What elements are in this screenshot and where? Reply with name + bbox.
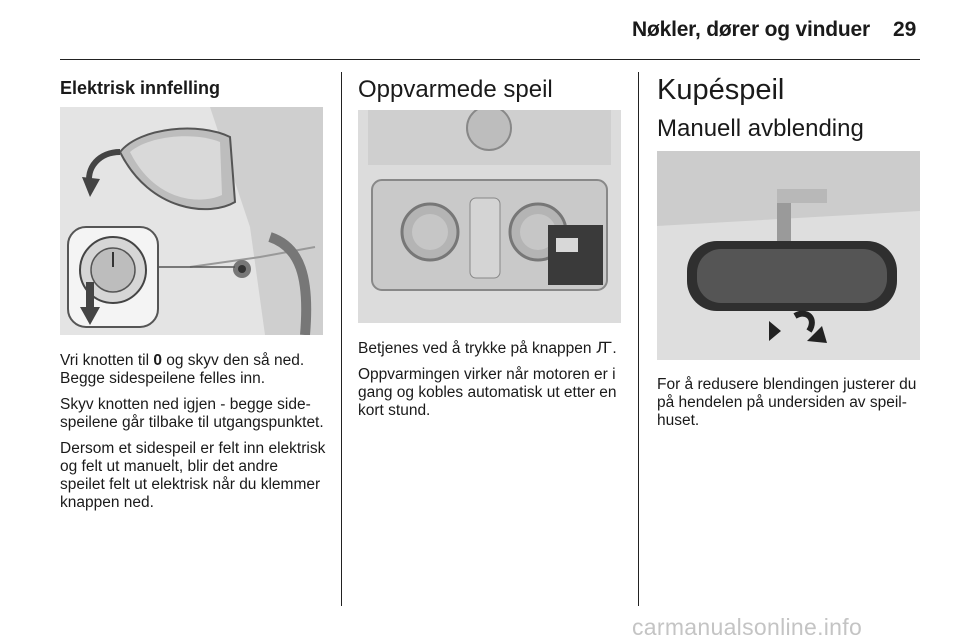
section-heading-electric-folding: Elektrisk innfelling <box>60 78 221 98</box>
col1-paragraph-1 <box>60 352 326 388</box>
col1-p1-bold: 0 <box>153 352 162 369</box>
col1-p1-text-a: Vri knotten til <box>60 352 154 369</box>
page-number: 29 <box>893 18 917 41</box>
col1-body <box>60 352 326 520</box>
col3-paragraph-1: For å redusere blendingen justerer du på hendelen på undersiden av speilhuset. <box>657 376 917 429</box>
running-header-title: Nøkler, dører og vinduer <box>632 18 870 41</box>
col2-paragraph-2: Oppvarmingen virker når motoren er i gang og kobles automatisk ut etter en kort stund. <box>358 366 617 419</box>
header-divider <box>60 59 920 60</box>
subheading-manual-dimming: Manuell avblending <box>657 115 864 142</box>
col1-paragraph-2: Skyv knotten ned igjen - begge sidespeilene går tilbake til utgangspunktet. <box>60 396 324 431</box>
col1-paragraph-3: Dersom et sidespeil er felt inn elektrisk og felt ut manuelt, blir det andre speilet felt ut elektrisk når du klemmer knappen ned. <box>60 440 326 511</box>
col2-body <box>358 340 624 428</box>
figure-climate-panel <box>358 110 621 323</box>
section-heading-interior-mirror: Kupéspeil <box>657 74 785 106</box>
section-heading-heated-mirrors: Oppvarmede speil <box>358 76 553 103</box>
col2-paragraph-1: Betjenes ved å trykke på knappen Ꙥ. <box>358 340 617 357</box>
figure-rearview-mirror <box>657 151 920 360</box>
column-divider-1 <box>341 72 342 606</box>
watermark: carmanualsonline.info <box>632 614 863 640</box>
col3-body <box>657 376 923 438</box>
column-divider-2 <box>638 72 639 606</box>
col1-p1-text-b: og skyv den så ned. Begge sidespeilene felles inn. <box>60 352 305 387</box>
figure-mirror-folding <box>60 107 323 335</box>
